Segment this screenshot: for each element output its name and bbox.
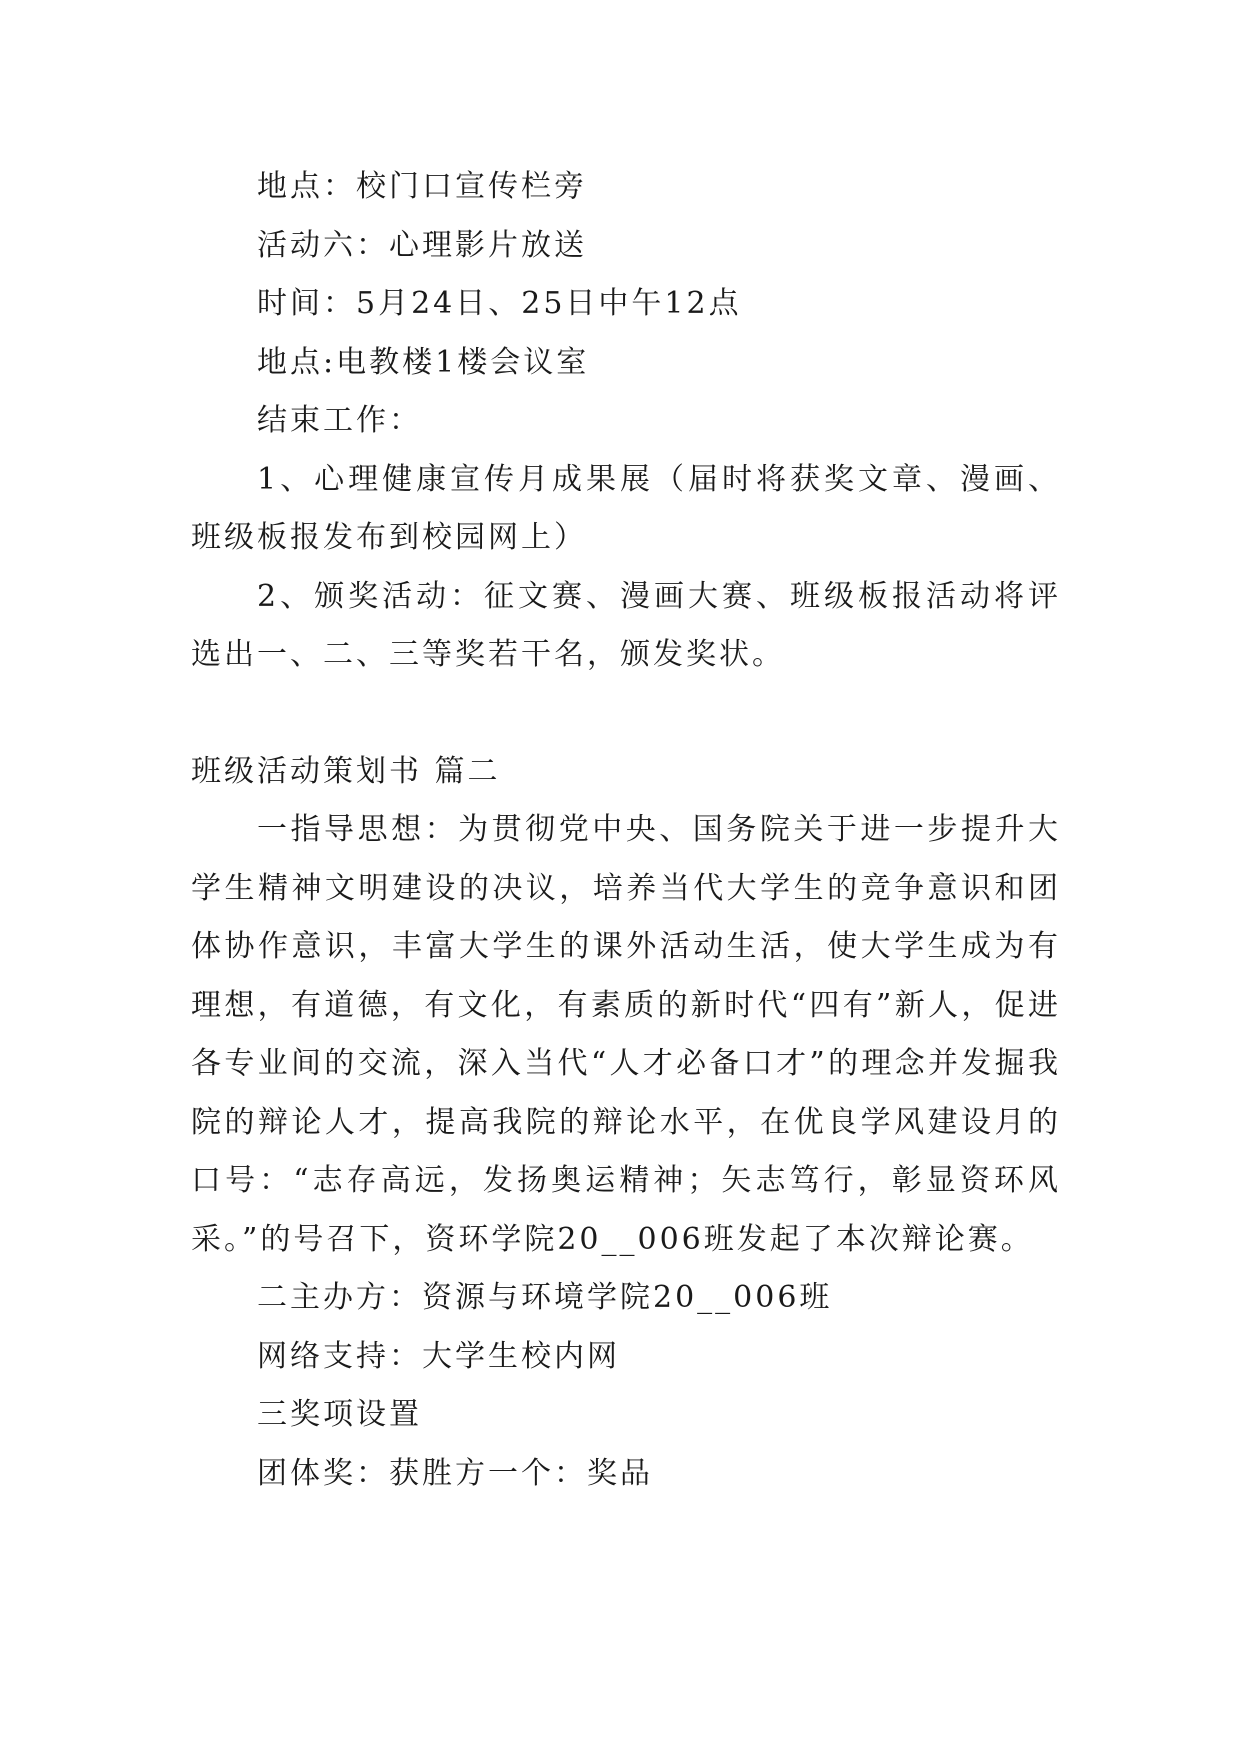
- organizer-line: 二主办方：资源与环境学院20__006班: [257, 1280, 833, 1315]
- team-award-line: 团体奖：获胜方一个：奖品: [257, 1455, 653, 1491]
- closing-title: 结束工作：: [257, 403, 422, 438]
- awards-title: 三奖项设置: [257, 1397, 422, 1432]
- venue-line: 地点:电教楼1楼会议室: [257, 344, 590, 380]
- closing-item-1: 1、心理健康宣传月成果展（届时将获奖文章、漫画、班级板报发布到校园网上）: [191, 461, 1061, 555]
- location-line: 地点：校门口宣传栏旁: [257, 169, 587, 204]
- section-gap: [191, 685, 1061, 743]
- time-line: 时间：5月24日、25日中午12点: [257, 286, 742, 321]
- section-heading: 班级活动策划书 篇二: [191, 753, 501, 789]
- network-support-line: 网络支持：大学生校内网: [257, 1338, 620, 1374]
- document-body: [191, 158, 1061, 1503]
- activity-six-line: 活动六：心理影片放送: [257, 227, 587, 263]
- guiding-idea-paragraph: 一指导思想：为贯彻党中央、国务院关于进一步提升大学生精神文明建设的决议，培养当代大学生的竞争意识和团体协作意识，丰富大学生的课外活动生活，使大学生成为有理想，有道德，有文化，有素质的新时代“四有”新人，促进各专业间的交流，深入当代“人才必备口才”的理念并发掘我院的辩论人才，提高我院的辩论水平，在优良学风建设月的口号：“志存高远，发扬奥运精神；矢志笃行，彰显资环风采。”的号召下，资环学院20__006班发起了本次辩论赛。: [191, 812, 1061, 1257]
- closing-item-2: 2、颁奖活动：征文赛、漫画大赛、班级板报活动将评选出一、二、三等奖若干名，颁发奖状。: [191, 578, 1061, 672]
